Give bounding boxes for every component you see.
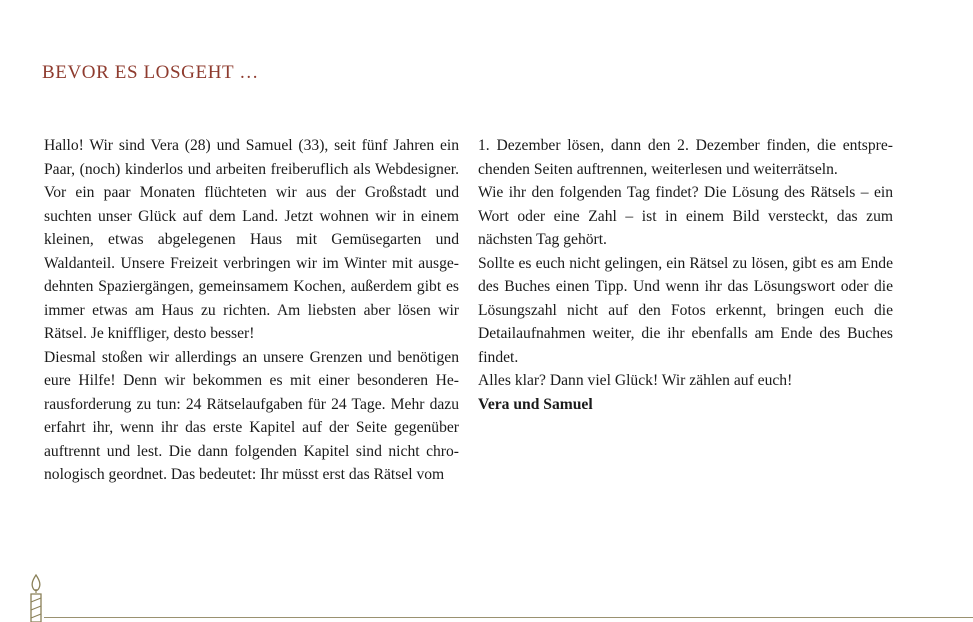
- paragraph: Diesmal stoßen wir allerdings an unsere Grenzen und benötigen eure Hilfe! Denn wir bekommen es mit einer besonderen Herausforderung zu tun: 24 Rätselaufgaben für 24 Tage. Mehr dazu erfahrt ihr, wenn ihr das erste Kapitel auf der Seite gegenüber auftrennt und lest. Die dann folgenden Kapitel sind nicht chronologisch geordnet. Das bedeutet: Ihr müsst erst das Rätsel vom: [44, 348, 459, 483]
- signature: Vera und Samuel: [478, 395, 593, 413]
- paragraph: 1. Dezember lösen, dann den 2. Dezember finden, die entsprechenden Seiten auftrennen, weiterlesen und weiterrätseln.: [478, 137, 893, 178]
- text-column-left: [44, 134, 459, 487]
- candle-icon: [26, 572, 46, 622]
- paragraph: Sollte es euch nicht gelingen, ein Rätsel zu lösen, gibt es am Ende des Buches einen Tipp. Und wenn ihr das Lösungswort oder die Lösungszahl nicht auf den Fotos erkennt, bringen euch die Detailaufnahmen weiter, die ihr ebenfalls am Ende des Buches findet.: [478, 254, 893, 366]
- text-column-right: [478, 134, 893, 416]
- footer-divider: [44, 617, 973, 618]
- paragraph: Alles klar? Dann viel Glück! Wir zählen auf euch!: [478, 372, 793, 389]
- paragraph: Hallo! Wir sind Vera (28) und Samuel (33), seit fünf Jahren ein Paar, (noch) kinderlos und arbeiten freiberuflich als Webdesigner. Vor ein paar Monaten flüchteten wir aus der Großstadt und suchten unser Glück auf dem Land. Jetzt wohnen wir in einem kleinen, etwas abgelegenen Haus mit Gemüsegarten und Waldanteil. Unsere Freizeit verbringen wir im Winter mit ausgedehnten Spaziergängen, gemeinsamem Kochen, außerdem gibt es immer etwas am Haus zu richten. Am liebsten aber lösen wir Rätsel. Je kniffliger, desto besser!: [44, 137, 459, 342]
- paragraph: Wie ihr den folgenden Tag findet? Die Lösung des Rätsels – ein Wort oder eine Zahl – ist in einem Bild versteckt, das zum nächsten Tag gehört.: [478, 184, 893, 248]
- page-heading: BEVOR ES LOSGEHT …: [42, 62, 259, 83]
